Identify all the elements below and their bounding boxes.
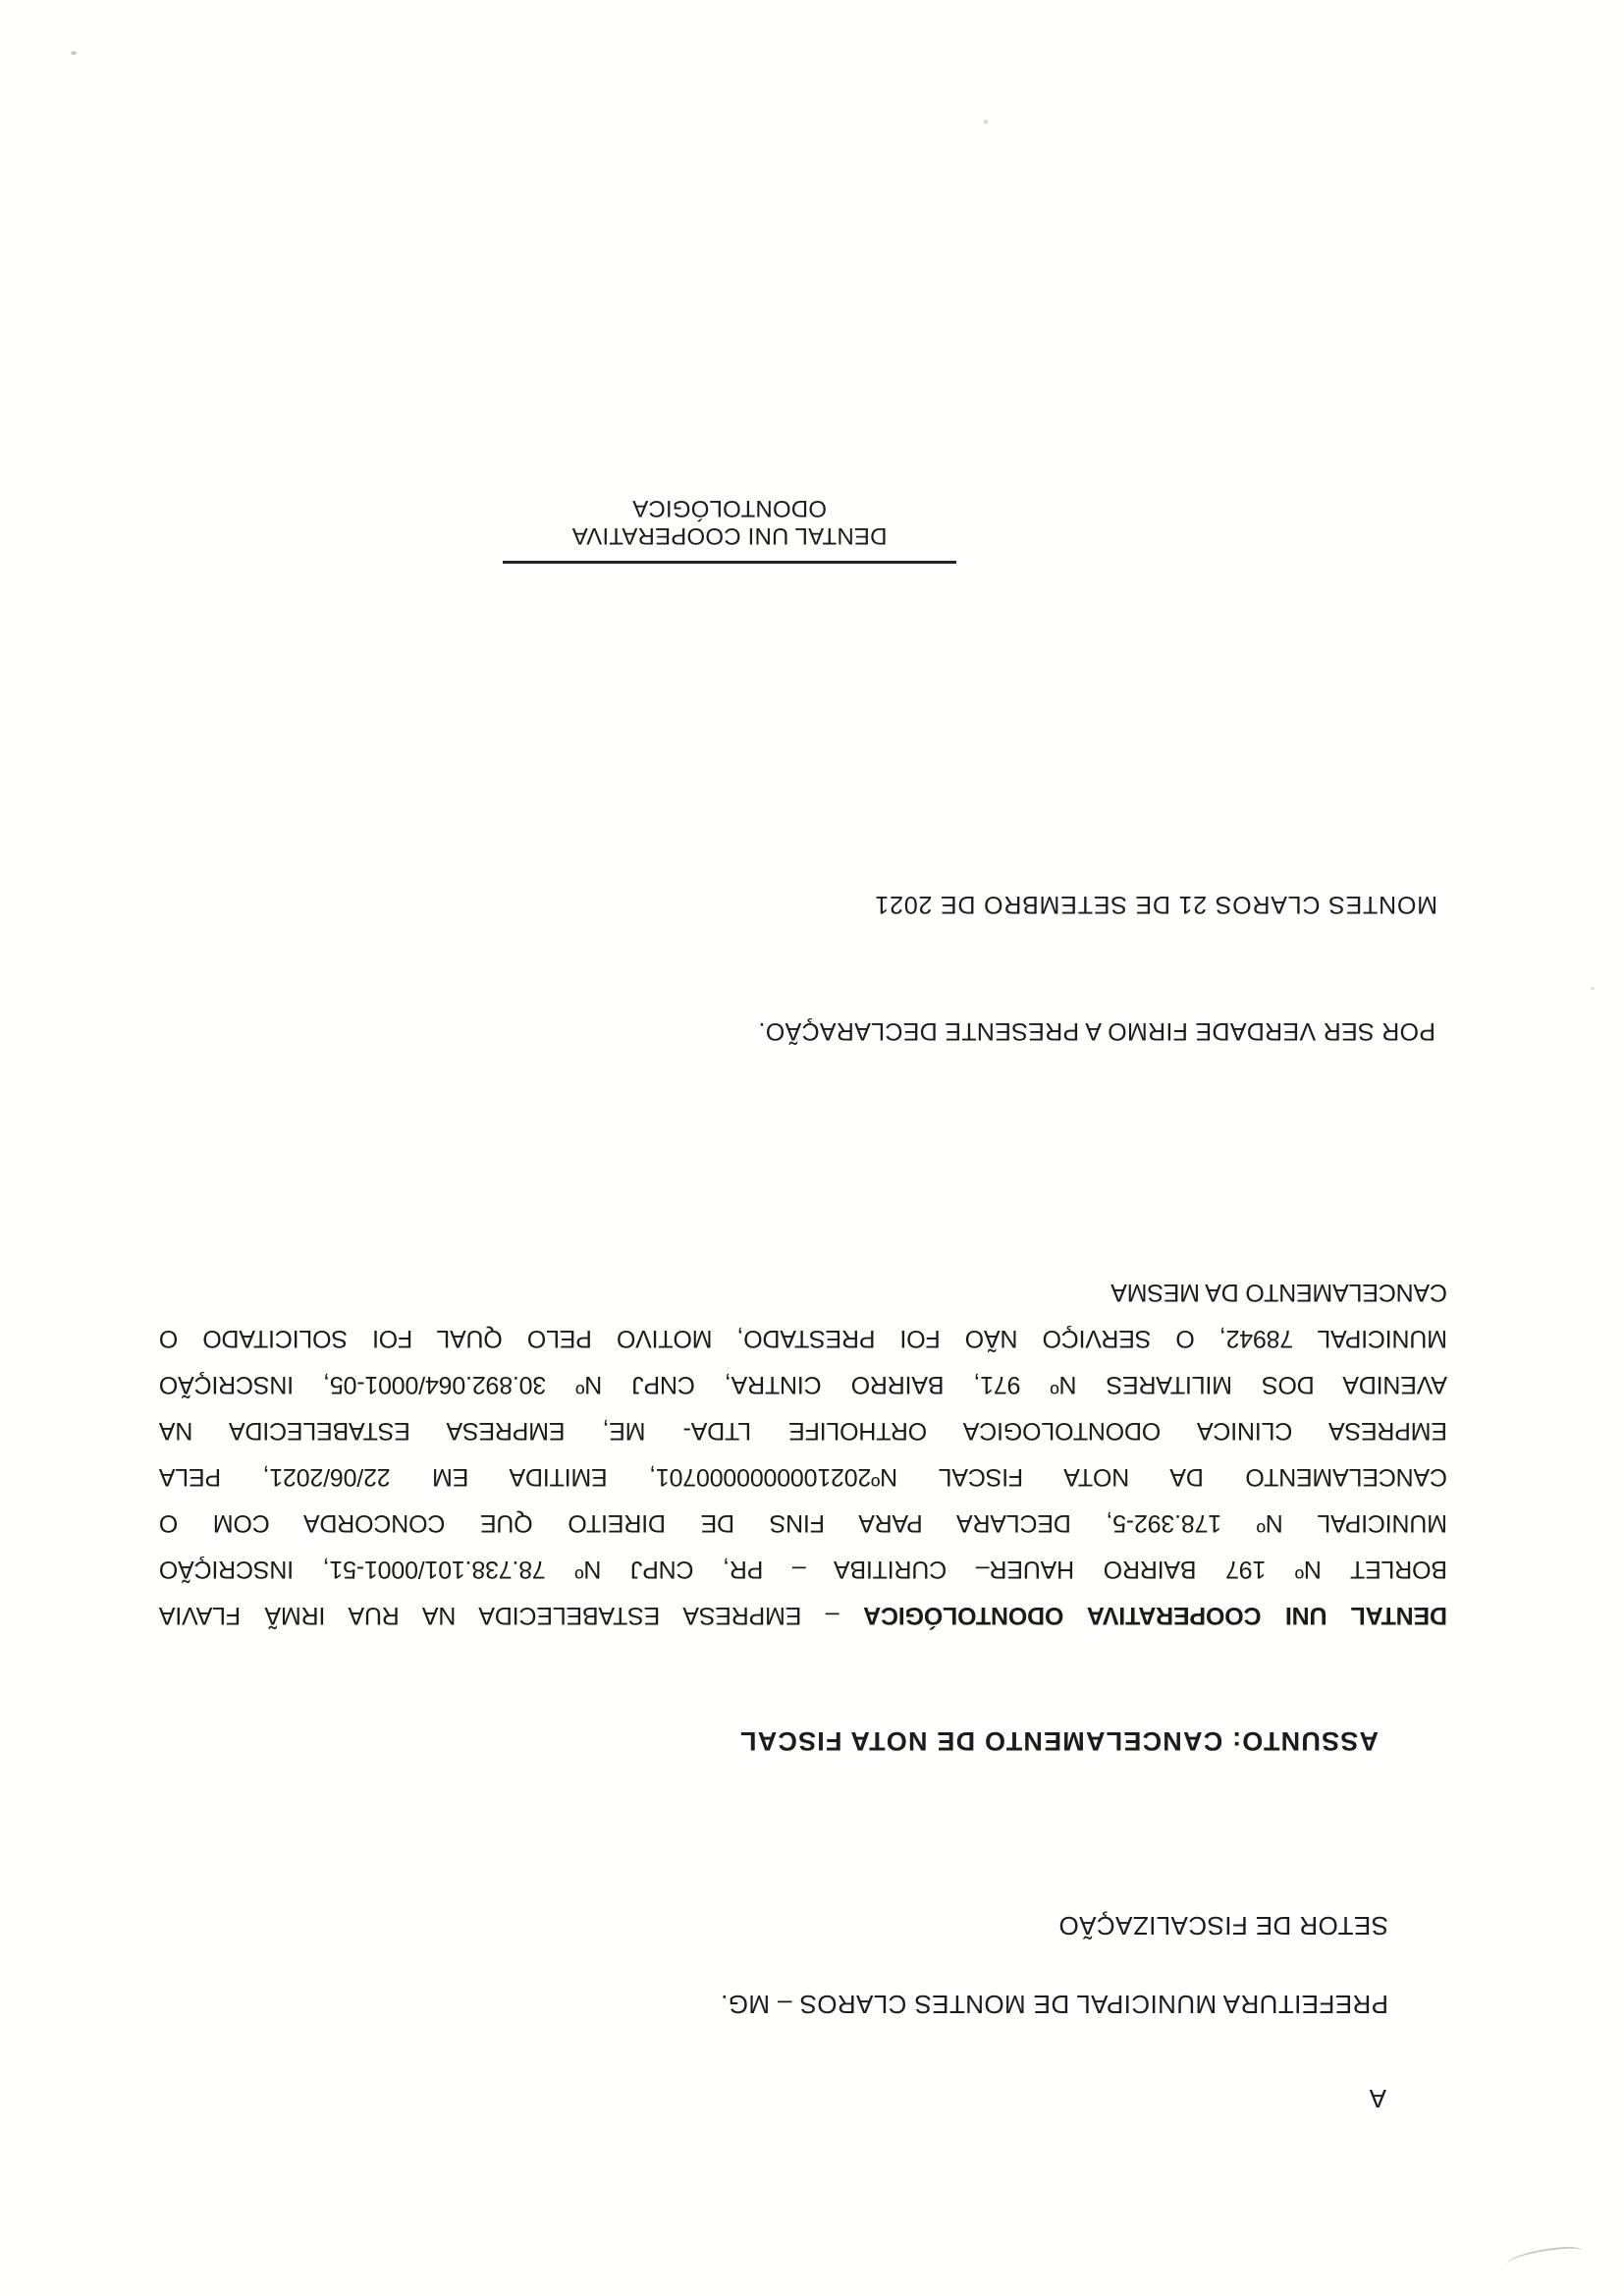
company-name-bold: DENTAL UNI COOPERATIVA ODONTOLÓGICA (863, 1602, 1447, 1629)
body-line-1 (159, 1592, 1447, 1638)
body-line-5: EMPRESA CLINICA ODONTOLOGICA ORTHOLIFE LTDA- ME, EMPRESA ESTABELECIDA NA (159, 1417, 1447, 1445)
body-line-6: AVENIDA DOS MILITARES Nº 971, BAIRRO CINTRA, CNPJ Nº 30.892.064/0001-05, INSCRIÇÃO (159, 1371, 1447, 1398)
addressee-line: A (1369, 2084, 1386, 2113)
recipient-line: PREFEITURA MUNICIPAL DE MONTES CLAROS – MG. (720, 1990, 1388, 2019)
body-line-3: MUNICIPAL Nº 178.392-5, DECLARA PARA FINS DE DIREITO QUE CONCORDA COM O (159, 1509, 1447, 1537)
signature-name: DENTAL UNI COOPERATIVA ODONTOLÓGICA (571, 495, 888, 549)
body-paragraph (159, 1269, 1447, 1638)
scan-artifact-speck (984, 120, 988, 124)
body-line-2: BORLET Nº 197 BAIRRO HAUER– CURITIBA – PR, CNPJ Nº 78.738.101/0001-51, INSCRIÇÃO (159, 1556, 1447, 1583)
scan-artifact-squiggle (1505, 2245, 1583, 2270)
body-line-8: CANCELAMENTO DA MESMA (1110, 1279, 1447, 1306)
sector-line: SETOR DE FISCALIZAÇÃO (1058, 1911, 1388, 1941)
scan-artifact-speck (71, 51, 77, 55)
subject-line: ASSUNTO: CANCELAMENTO DE NOTA FISCAL (738, 1726, 1379, 1756)
signature-block (503, 494, 956, 564)
body-line-7: MUNICIPAL 78942, O SERVIÇO NÃO FOI PRESTADO, MOTIVO PELO QUAL FOI SOLICITADO O (159, 1325, 1447, 1352)
body-line-4: CANCELAMENTO DA NOTA FISCAL Nº2021000000000701, EMITIDA EM 22/06/2021, PELA (159, 1463, 1447, 1491)
body-line-1-rest: – EMPRESA ESTABELECIDA NA RUA IRMÃ FLAVIA (159, 1602, 864, 1629)
closing-line: POR SER VERDADE FIRMO A PRESENTE DECLARAÇÃO. (758, 1017, 1435, 1045)
scan-artifact-speck (1591, 987, 1595, 990)
signature-rule (503, 561, 956, 564)
date-line: MONTES CLAROS 21 DE SETEMBRO DE 2021 (874, 891, 1437, 918)
